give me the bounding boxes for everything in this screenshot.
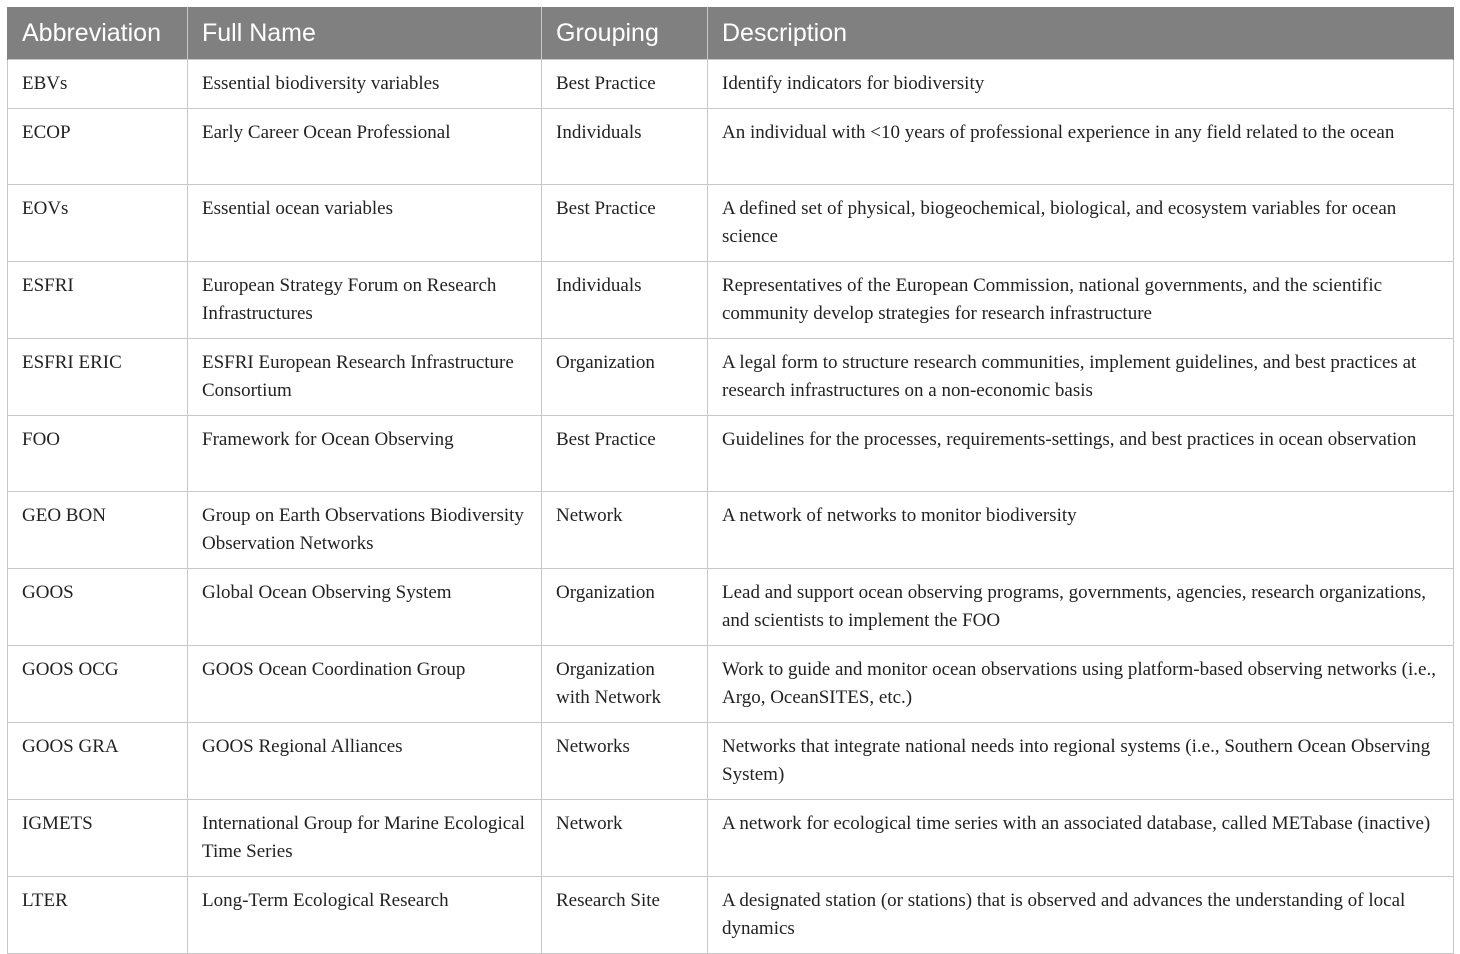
cell-grouping: Individuals (542, 109, 708, 185)
cell-description: Identify indicators for biodiversity (708, 60, 1454, 109)
cell-full-name: Framework for Ocean Observing (188, 416, 542, 492)
cell-abbreviation: GEO BON (8, 492, 188, 569)
cell-description: A network for ecological time series with an associated database, called METabase (inactive) (708, 800, 1454, 877)
cell-abbreviation: ESFRI ERIC (8, 339, 188, 416)
cell-description: A designated station (or stations) that is observed and advances the understanding of local dynamics (708, 877, 1454, 954)
cell-grouping: Networks (542, 723, 708, 800)
cell-full-name: Group on Earth Observations Biodiversity Observation Networks (188, 492, 542, 569)
cell-grouping: Organization (542, 339, 708, 416)
table-row (8, 339, 1454, 416)
cell-description: Networks that integrate national needs into regional systems (i.e., Southern Ocean Observing System) (708, 723, 1454, 800)
cell-full-name: GOOS Regional Alliances (188, 723, 542, 800)
table-row (8, 185, 1454, 262)
cell-abbreviation: LTER (8, 877, 188, 954)
cell-grouping: Best Practice (542, 416, 708, 492)
cell-description: A network of networks to monitor biodiversity (708, 492, 1454, 569)
table-header (8, 7, 1454, 60)
cell-full-name: Essential biodiversity variables (188, 60, 542, 109)
cell-abbreviation: IGMETS (8, 800, 188, 877)
cell-grouping: Network (542, 800, 708, 877)
cell-grouping: Organization with Network (542, 646, 708, 723)
header-grouping: Grouping (542, 7, 708, 60)
table-row (8, 416, 1454, 492)
cell-abbreviation: EBVs (8, 60, 188, 109)
cell-description: A legal form to structure research communities, implement guidelines, and best practices at research infrastructures on a non-economic basis (708, 339, 1454, 416)
cell-abbreviation: EOVs (8, 185, 188, 262)
header-full-name: Full Name (188, 7, 542, 60)
cell-full-name: Global Ocean Observing System (188, 569, 542, 646)
table-row (8, 262, 1454, 339)
table-row (8, 492, 1454, 569)
table-row (8, 723, 1454, 800)
header-abbreviation: Abbreviation (8, 7, 188, 60)
table-row (8, 109, 1454, 185)
header-description: Description (708, 7, 1454, 60)
cell-abbreviation: FOO (8, 416, 188, 492)
cell-full-name: GOOS Ocean Coordination Group (188, 646, 542, 723)
table-row (8, 646, 1454, 723)
cell-abbreviation: GOOS OCG (8, 646, 188, 723)
cell-grouping: Organization (542, 569, 708, 646)
header-row (8, 7, 1454, 60)
cell-abbreviation: ESFRI (8, 262, 188, 339)
cell-description: Work to guide and monitor ocean observations using platform-based observing networks (i.e., Argo, OceanSITES, etc.) (708, 646, 1454, 723)
cell-abbreviation: GOOS GRA (8, 723, 188, 800)
cell-grouping: Network (542, 492, 708, 569)
cell-full-name: Early Career Ocean Professional (188, 109, 542, 185)
cell-grouping: Best Practice (542, 60, 708, 109)
cell-full-name: Long-Term Ecological Research (188, 877, 542, 954)
abbreviations-table (7, 7, 1454, 954)
table-row (8, 569, 1454, 646)
cell-description: Lead and support ocean observing programs, governments, agencies, research organizations, and scientists to implement the FOO (708, 569, 1454, 646)
cell-abbreviation: GOOS (8, 569, 188, 646)
cell-grouping: Research Site (542, 877, 708, 954)
cell-description: Representatives of the European Commission, national governments, and the scientific community develop strategies for research infrastructure (708, 262, 1454, 339)
cell-full-name: European Strategy Forum on Research Infrastructures (188, 262, 542, 339)
cell-abbreviation: ECOP (8, 109, 188, 185)
table-row (8, 60, 1454, 109)
cell-description: An individual with <10 years of professional experience in any field related to the ocean (708, 109, 1454, 185)
cell-description: Guidelines for the processes, requirements-settings, and best practices in ocean observation (708, 416, 1454, 492)
table-row (8, 877, 1454, 954)
cell-description: A defined set of physical, biogeochemical, biological, and ecosystem variables for ocean science (708, 185, 1454, 262)
cell-full-name: Essential ocean variables (188, 185, 542, 262)
cell-full-name: International Group for Marine Ecological Time Series (188, 800, 542, 877)
cell-grouping: Best Practice (542, 185, 708, 262)
table-body (8, 60, 1454, 954)
table-row (8, 800, 1454, 877)
cell-full-name: ESFRI European Research Infrastructure Consortium (188, 339, 542, 416)
cell-grouping: Individuals (542, 262, 708, 339)
